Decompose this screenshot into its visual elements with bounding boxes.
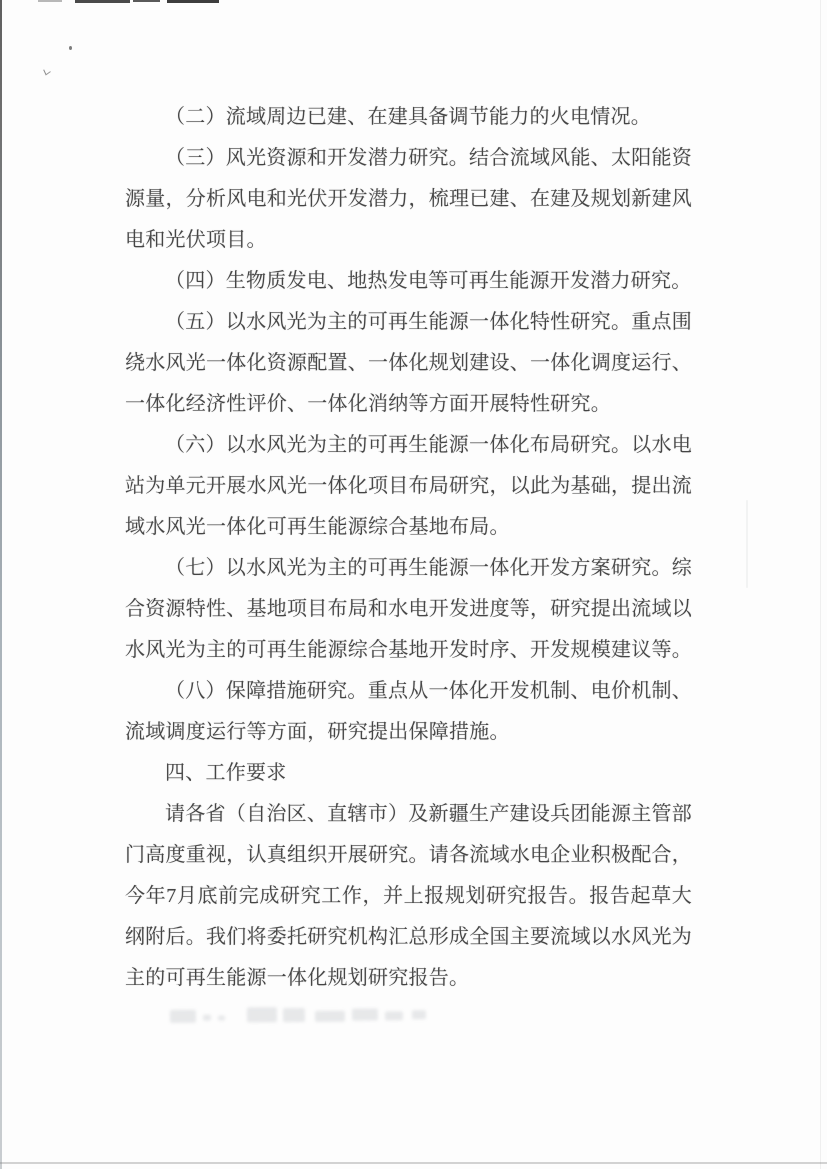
paragraph-item-2: （二）流域周边已建、在建具备调节能力的火电情况。 bbox=[165, 106, 651, 128]
paragraph-item-8: （八）保障措施研究。重点从一体化开发机制、电价机制、流域调度运行等方面，研究提出保障措施。 bbox=[125, 680, 692, 743]
scan-top-mark bbox=[75, 0, 130, 3]
bleed-through-blob bbox=[283, 1008, 305, 1022]
section-heading-work-requirements: 四、工作要求 bbox=[165, 762, 287, 784]
paragraph-item-5: （五）以水风光为主的可再生能源一体化特性研究。重点围绕水风光一体化资源配置、一体化规划建设、一体化调度运行、一体化经济性评价、一体化消纳等方面开展特性研究。 bbox=[125, 311, 692, 415]
scan-edge-left-line bbox=[0, 0, 2, 1169]
bleed-through-blob bbox=[315, 1011, 345, 1022]
scan-top-mark bbox=[38, 0, 62, 2]
scan-edge-bottom-line bbox=[0, 1162, 827, 1164]
paragraph-work-requirements-body: 请各省（自治区、直辖市）及新疆生产建设兵团能源主管部门高度重视，认真组织开展研究。请各流域水电企业积极配合，今年7月底前完成研究工作，并上报规划研究报告。报告起草大纲附后。我们将委托研究机构汇总形成全国主要流域以水风光为主的可再生能源一体化规划研究报告。 bbox=[125, 803, 692, 989]
bleed-through-blob bbox=[412, 1010, 426, 1019]
bleed-through-marks bbox=[168, 1004, 438, 1034]
paragraph-item-4: （四）生物质发电、地热发电等可再生能源开发潜力研究。 bbox=[165, 270, 692, 292]
scan-top-mark bbox=[133, 0, 160, 2]
paragraph-item-7: （七）以水风光为主的可再生能源一体化开发方案研究。综合资源特性、基地项目布局和水电开发进度等，研究提出流域以水风光为主的可再生能源综合基地开发时序、开发规模建议等。 bbox=[125, 557, 692, 661]
scan-top-mark bbox=[167, 0, 219, 3]
paragraph-item-3: （三）风光资源和开发潜力研究。结合流域风能、太阳能资源量，分析风电和光伏开发潜力，梳理已建、在建及规划新建风电和光伏项目。 bbox=[125, 147, 692, 251]
bleed-through-blob bbox=[203, 1015, 211, 1021]
bleed-through-blob bbox=[218, 1016, 225, 1021]
bleed-through-blob bbox=[170, 1010, 196, 1023]
scan-edge-right-line bbox=[820, 0, 821, 1169]
document-body bbox=[125, 97, 692, 999]
scan-edge-top-marks bbox=[0, 0, 827, 4]
bleed-through-blob bbox=[247, 1007, 277, 1022]
smudge-mark bbox=[746, 500, 748, 588]
ink-speck bbox=[43, 67, 50, 76]
bleed-through-blob bbox=[352, 1008, 378, 1020]
paragraph-item-6: （六）以水风光为主的可再生能源一体化布局研究。以水电站为单元开展水风光一体化项目布局研究，以此为基础，提出流域水风光一体化可再生能源综合基地布局。 bbox=[125, 434, 692, 538]
bleed-through-blob bbox=[385, 1011, 403, 1020]
ink-speck bbox=[69, 46, 72, 50]
